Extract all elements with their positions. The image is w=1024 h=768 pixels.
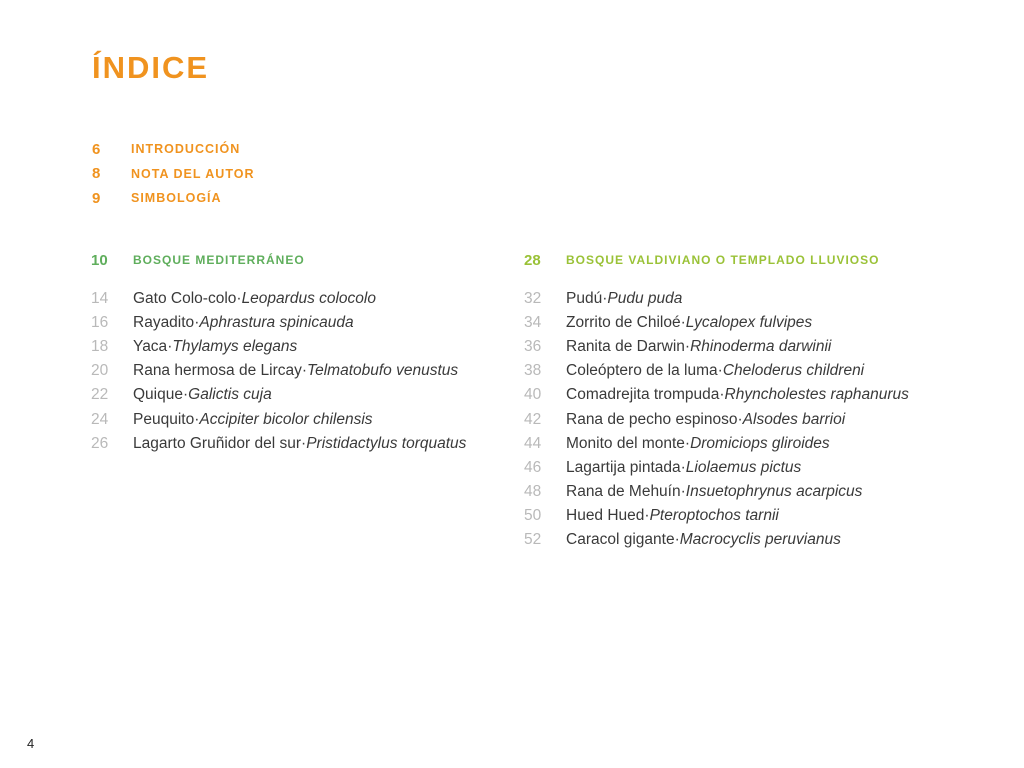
common-name: Gato Colo-colo bbox=[133, 290, 237, 308]
common-name: Hued Hued bbox=[566, 506, 645, 524]
common-name: Rayadito bbox=[133, 314, 195, 332]
scientific-name: Dromiciops gliroides bbox=[690, 434, 830, 452]
entry-page-number: 52 bbox=[524, 530, 542, 548]
entry-page-number: 40 bbox=[524, 386, 542, 404]
species-list bbox=[524, 287, 909, 552]
common-name: Caracol gigante bbox=[566, 530, 675, 548]
scientific-name: Pudu puda bbox=[607, 290, 683, 308]
name-separator: · bbox=[674, 530, 680, 548]
section-page-number: 10 bbox=[91, 251, 108, 269]
entry-page-number: 50 bbox=[524, 506, 542, 524]
common-name: Rana de Mehuín bbox=[566, 482, 681, 500]
entry-page-number: 46 bbox=[524, 458, 542, 476]
intro-page-number: 9 bbox=[92, 189, 101, 207]
page-number: 4 bbox=[27, 736, 35, 751]
section-bosque-mediterraneo bbox=[91, 250, 467, 452]
section-heading[interactable] bbox=[91, 250, 305, 270]
common-name: Lagarto Gruñidor del sur bbox=[133, 434, 302, 452]
section-title: BOSQUE VALDIVIANO O TEMPLADO LLUVIOSO bbox=[566, 253, 880, 267]
name-separator: · bbox=[719, 386, 725, 404]
entry-page-number: 32 bbox=[524, 290, 542, 308]
entry-page-number: 42 bbox=[524, 410, 542, 428]
page-title: ÍNDICE bbox=[92, 50, 210, 85]
scientific-name: Accipiter bicolor chilensis bbox=[199, 410, 373, 428]
entry-page-number: 38 bbox=[524, 362, 542, 380]
intro-label: NOTA DEL AUTOR bbox=[131, 166, 255, 181]
species-list bbox=[91, 287, 466, 456]
species-entry[interactable] bbox=[524, 432, 909, 456]
section-bosque-valdiviano bbox=[524, 250, 909, 548]
common-name: Ranita de Darwin bbox=[566, 338, 685, 356]
entry-page-number: 14 bbox=[91, 290, 109, 308]
species-entry[interactable] bbox=[524, 335, 909, 359]
entry-page-number: 18 bbox=[91, 338, 109, 356]
entry-page-number: 22 bbox=[91, 386, 109, 404]
species-entry[interactable] bbox=[91, 407, 466, 431]
species-entry[interactable] bbox=[91, 383, 466, 407]
intro-item-introduccion[interactable] bbox=[92, 137, 255, 162]
scientific-name: Macrocyclis peruvianus bbox=[679, 530, 841, 548]
scientific-name: Lycalopex fulvipes bbox=[685, 314, 813, 332]
name-separator: · bbox=[737, 410, 743, 428]
section-page-number: 28 bbox=[524, 251, 541, 269]
species-entry[interactable] bbox=[524, 359, 909, 383]
species-entry[interactable] bbox=[524, 383, 909, 407]
species-entry[interactable] bbox=[91, 335, 466, 359]
intro-page-number: 6 bbox=[92, 140, 101, 158]
common-name: Rana hermosa de Lircay bbox=[133, 362, 302, 380]
name-separator: · bbox=[680, 458, 686, 476]
name-separator: · bbox=[644, 506, 650, 524]
species-entry[interactable] bbox=[91, 287, 466, 311]
name-separator: · bbox=[301, 434, 307, 452]
name-separator: · bbox=[684, 338, 691, 356]
entry-page-number: 24 bbox=[91, 410, 109, 428]
entry-page-number: 36 bbox=[524, 338, 542, 356]
section-title: BOSQUE MEDITERRÁNEO bbox=[133, 253, 305, 267]
name-separator: · bbox=[194, 410, 200, 428]
species-entry[interactable] bbox=[91, 432, 466, 456]
scientific-name: Cheloderus childreni bbox=[722, 362, 865, 380]
species-entry[interactable] bbox=[524, 504, 909, 528]
scientific-name: Thylamys elegans bbox=[172, 338, 298, 356]
scientific-name: Insuetophrynus acarpicus bbox=[685, 482, 863, 500]
entry-page-number: 26 bbox=[91, 434, 109, 452]
intro-item-nota-del-autor[interactable] bbox=[92, 162, 255, 187]
species-entry[interactable] bbox=[524, 480, 909, 504]
common-name: Rana de pecho espinoso bbox=[566, 410, 738, 428]
intro-label: INTRODUCCIÓN bbox=[131, 142, 241, 157]
scientific-name: Pteroptochos tarnii bbox=[649, 506, 779, 524]
entry-page-number: 44 bbox=[524, 434, 542, 452]
intro-page-number: 8 bbox=[92, 165, 101, 183]
scientific-name: Telmatobufo venustus bbox=[307, 362, 459, 380]
common-name: Lagartija pintada bbox=[566, 458, 681, 476]
scientific-name: Leopardus colocolo bbox=[241, 290, 376, 308]
species-entry[interactable] bbox=[524, 456, 909, 480]
name-separator: · bbox=[680, 314, 686, 332]
common-name: Coleóptero de la luma bbox=[566, 362, 718, 380]
scientific-name: Rhinoderma darwinii bbox=[690, 338, 832, 356]
species-entry[interactable] bbox=[524, 528, 909, 552]
intro-list bbox=[92, 137, 255, 211]
species-entry[interactable] bbox=[91, 359, 466, 383]
scientific-name: Alsodes barrioi bbox=[742, 410, 846, 428]
entry-page-number: 48 bbox=[524, 482, 542, 500]
entry-page-number: 20 bbox=[91, 362, 109, 380]
name-separator: · bbox=[167, 338, 173, 356]
common-name: Zorrito de Chiloé bbox=[566, 314, 681, 332]
scientific-name: Pristidactylus torquatus bbox=[306, 434, 467, 452]
name-separator: · bbox=[301, 362, 308, 380]
species-entry[interactable] bbox=[524, 407, 909, 431]
common-name: Peuquito bbox=[133, 410, 195, 428]
name-separator: · bbox=[182, 386, 189, 404]
scientific-name: Aphrastura spinicauda bbox=[199, 314, 354, 332]
common-name: Pudú bbox=[566, 290, 603, 308]
entry-page-number: 34 bbox=[524, 314, 542, 332]
entry-page-number: 16 bbox=[91, 314, 109, 332]
common-name: Monito del monte bbox=[566, 434, 685, 452]
common-name: Quique bbox=[133, 386, 183, 404]
common-name: Comadrejita trompuda bbox=[566, 386, 720, 404]
species-entry[interactable] bbox=[524, 287, 909, 311]
species-entry[interactable] bbox=[91, 311, 466, 335]
name-separator: · bbox=[236, 290, 242, 308]
scientific-name: Galictis cuja bbox=[188, 386, 272, 404]
name-separator: · bbox=[684, 434, 691, 452]
intro-item-simbologia[interactable] bbox=[92, 186, 255, 211]
section-heading[interactable] bbox=[524, 250, 879, 270]
scientific-name: Liolaemus pictus bbox=[685, 458, 802, 476]
species-entry[interactable] bbox=[524, 311, 909, 335]
name-separator: · bbox=[717, 362, 723, 380]
intro-label: SIMBOLOGÍA bbox=[131, 191, 222, 206]
name-separator: · bbox=[194, 314, 200, 332]
name-separator: · bbox=[602, 290, 608, 308]
name-separator: · bbox=[680, 482, 686, 500]
common-name: Yaca bbox=[133, 338, 168, 356]
scientific-name: Rhyncholestes raphanurus bbox=[724, 386, 909, 404]
